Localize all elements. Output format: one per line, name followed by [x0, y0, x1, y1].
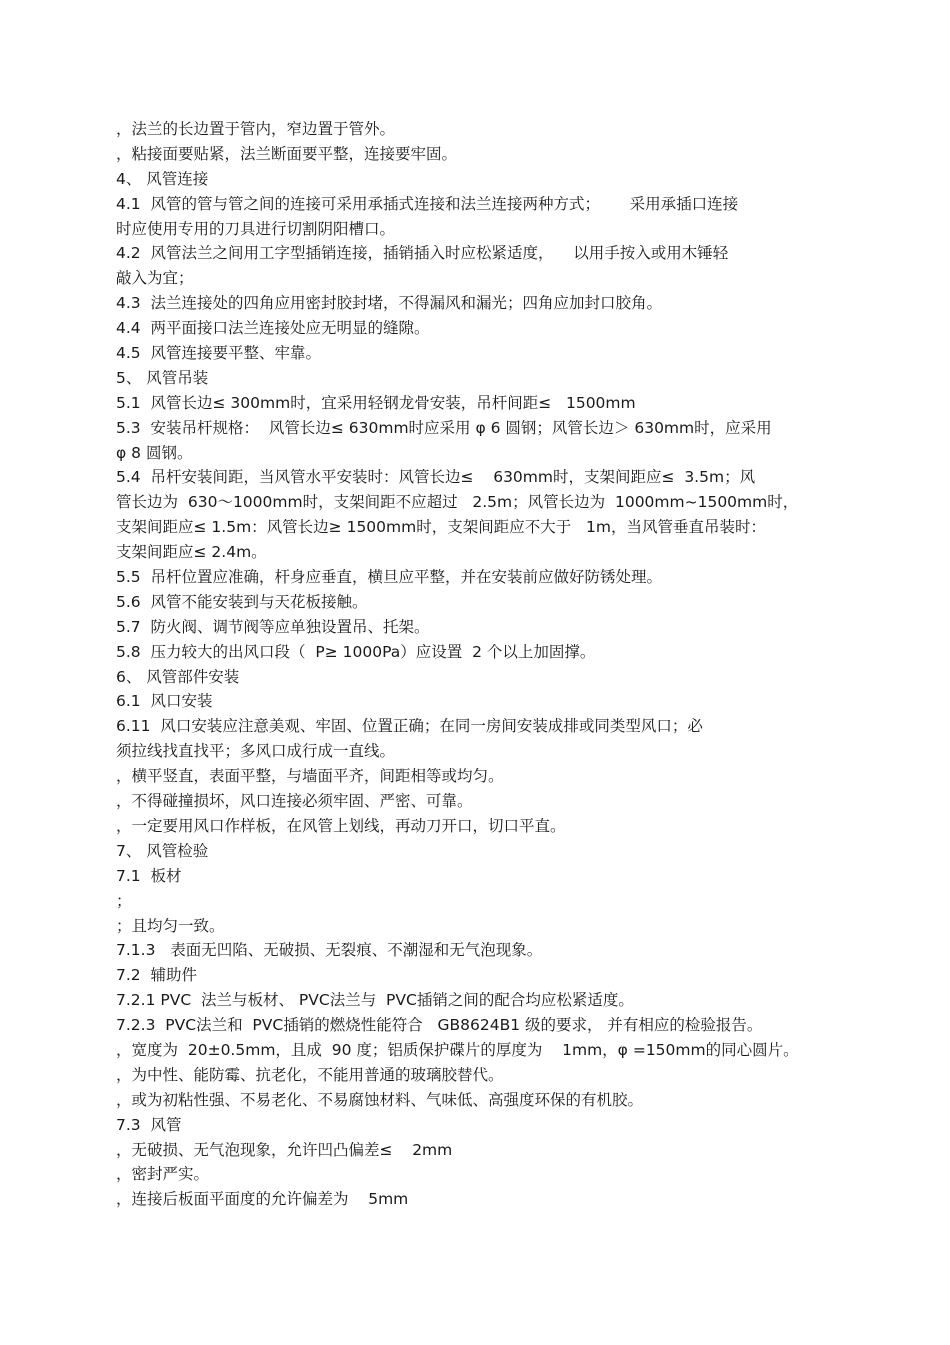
text-line: 5.1 风管长边≤ 300mm时，宜采用轻钢龙骨安装，吊杆间距≤ 1500mm	[116, 393, 636, 412]
text-line: 支架间距应≤ 2.4m。	[116, 543, 267, 562]
text-line: 管长边为 630～1000mm时，支架间距不应超过 2.5m；风管长边为 1000mm~1500mm时，	[116, 493, 799, 512]
text-line: 支架间距应≤ 1.5m：风管长边≥ 1500mm时，支架间距应不大于 1m，当风管垂直吊装时：	[116, 518, 766, 537]
text-line: 7.1 板材	[116, 866, 182, 885]
text-line: ，横平竖直，表面平整，与墙面平齐，间距相等或均匀。	[116, 767, 504, 786]
text-line: ，无破损、无气泡现象，允许凹凸偏差≤ 2mm	[116, 1140, 453, 1159]
text-line: ；且均匀一致。	[116, 916, 225, 935]
text-line: 7.2 辅助件	[116, 966, 198, 985]
text-line: ，一定要用风口作样板，在风管上划线，再动刀开口，切口平直。	[116, 816, 566, 835]
text-line: 须拉线找直找平；多风口成行成一直线。	[116, 742, 396, 761]
text-line: 7、 风管检验	[116, 841, 209, 860]
text-line: 5.8 压力较大的出风口段（ P≥ 1000Pa）应设置 2 个以上加固撑。	[116, 642, 596, 661]
text-line: 5.3 安装吊杆规格： 风管长边≤ 630mm时应采用 φ 6 圆钢；风管长边＞ 630mm时，应采用	[116, 418, 772, 437]
text-line: 5、 风管吊装	[116, 368, 209, 387]
text-line: 4.3 法兰连接处的四角应用密封胶封堵，不得漏风和漏光；四角应加封口胶角。	[116, 294, 663, 313]
text-line: 7.2.3 PVC法兰和 PVC插销的燃烧性能符合 GB8624B1 级的要求， 并有相应的检验报告。	[116, 1016, 763, 1035]
text-line: 6、 风管部件安装	[116, 667, 240, 686]
text-line: 4、 风管连接	[116, 169, 209, 188]
text-line: φ 8 圆钢。	[116, 443, 193, 462]
text-line: ，连接后板面平面度的允许偏差为 5mm	[116, 1190, 409, 1209]
text-line: 7.3 风管	[116, 1115, 182, 1134]
text-line: 4.5 风管连接要平整、牢靠。	[116, 344, 322, 363]
text-line: 5.6 风管不能安装到与天花板接触。	[116, 592, 368, 611]
text-line: 敲入为宜；	[116, 269, 194, 288]
text-line: 6.1 风口安装	[116, 692, 213, 711]
text-line: 7.2.1 PVC 法兰与板材、 PVC法兰与 PVC插销之间的配合均应松紧适度。	[116, 991, 634, 1010]
text-line: 时应使用专用的刀具进行切割阴阳槽口。	[116, 219, 396, 238]
text-line: 4.2 风管法兰之间用工字型插销连接，插销插入时应松紧适度， 以用手按入或用木锤轻	[116, 244, 729, 263]
text-line: 4.4 两平面接口法兰连接处应无明显的缝隙。	[116, 319, 430, 338]
text-line: ，为中性、能防霉、抗老化，不能用普通的玻璃胶替代。	[116, 1065, 504, 1084]
text-line: ，法兰的长边置于管内，窄边置于管外。	[116, 120, 396, 138]
text-line: ；	[116, 891, 132, 910]
text-line: 6.11 风口安装应注意美观、牢固、位置正确；在同一房间安装成排或同类型风口；必	[116, 717, 703, 736]
text-line: 5.5 吊杆位置应准确，杆身应垂直，横旦应平整，并在安装前应做好防锈处理。	[116, 568, 663, 587]
text-line: ，宽度为 20±0.5mm，且成 90 度；铝质保护碟片的厚度为 1mm，φ =150mm的同心圆片。	[116, 1040, 799, 1059]
text-line: ，或为初粘性强、不易老化、不易腐蚀材料、气味低、高强度环保的有机胶。	[116, 1090, 644, 1109]
text-line: 4.1 风管的管与管之间的连接可采用承插式连接和法兰连接两种方式； 采用承插口连接	[116, 194, 739, 213]
text-line: 5.7 防火阀、调节阀等应单独设置吊、托架。	[116, 617, 430, 636]
document-body	[116, 117, 832, 1212]
text-line: ，不得碰撞损坏，风口连接必须牢固、严密、可靠。	[116, 792, 473, 811]
text-line: 5.4 吊杆安装间距，当风管水平安装时：风管长边≤ 630mm时，支架间距应≤ 3.5m；风	[116, 468, 756, 487]
text-line: ，密封严实。	[116, 1165, 210, 1184]
text-line: ，粘接面要贴紧，法兰断面要平整，连接要牢固。	[116, 144, 458, 163]
text-line: 7.1.3 表面无凹陷、无破损、无裂痕、不潮湿和无气泡现象。	[116, 941, 543, 960]
